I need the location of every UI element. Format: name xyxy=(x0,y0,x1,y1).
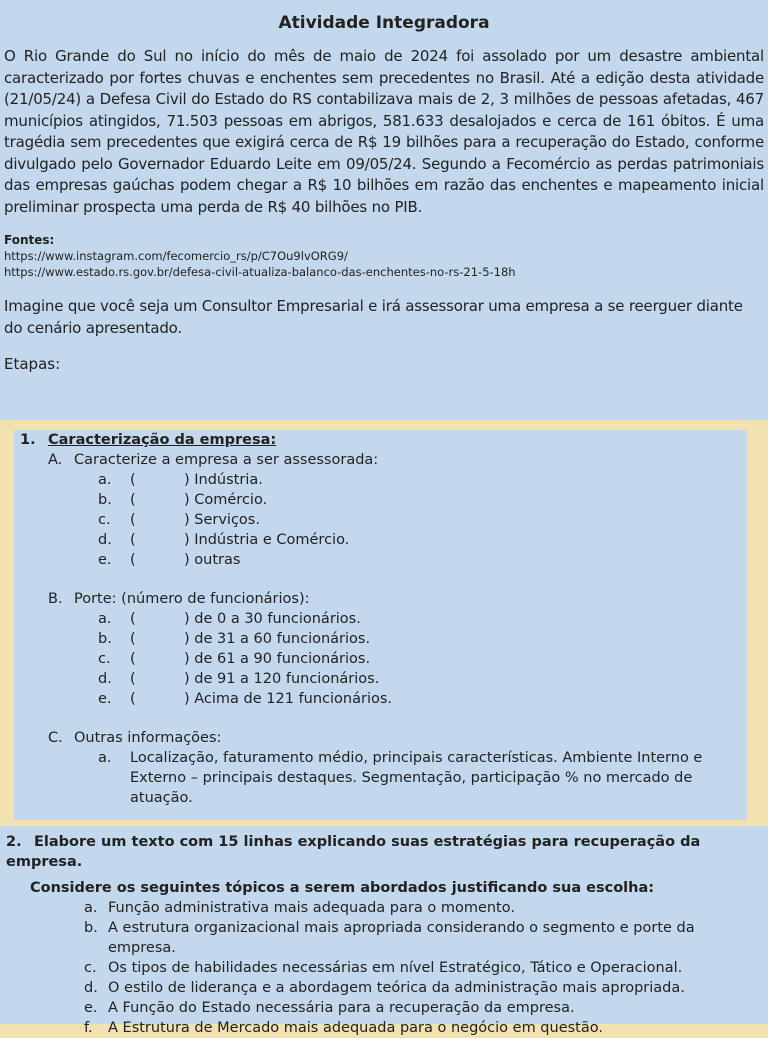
option-porte-61-90[interactable]: c. ( ) de 61 a 90 funcionários. xyxy=(98,651,371,667)
step2-subtitle: Considere os seguintes tópicos a serem abordados justificando sua escolha: xyxy=(30,880,655,896)
step2-panel xyxy=(0,826,768,1036)
option-porte-91-120[interactable]: d. ( ) de 91 a 120 funcionários. xyxy=(98,671,380,687)
sources-label: Fontes: xyxy=(4,233,55,247)
option-servicos[interactable]: c. ( ) Serviços. xyxy=(98,512,260,528)
section-c-label: Outras informações: xyxy=(74,730,222,746)
invitation-paragraph: Imagine que você seja um Consultor Empresarial e irá assessorar uma empresa a se reerguer diante do cenário apresentado. xyxy=(4,297,743,337)
option-industria-comercio[interactable]: d. ( ) Indústria e Comércio. xyxy=(98,532,350,548)
section-c-letter: C. xyxy=(48,730,63,746)
option-comercio[interactable]: b. ( ) Comércio. xyxy=(98,492,268,508)
topic-item-c: c. Os tipos de habilidades necessárias em nível Estratégico, Tático e Operacional. xyxy=(84,960,683,976)
option-porte-acima-121[interactable]: e. ( ) Acima de 121 funcionários. xyxy=(98,691,393,707)
step1-heading xyxy=(20,430,743,450)
section-b-label: Porte: (número de funcionários): xyxy=(74,591,310,607)
section-b-letter: B. xyxy=(48,591,63,607)
section-a-label: Caracterize a empresa a ser assessorada: xyxy=(74,452,379,468)
step2-number: 2. xyxy=(6,834,22,850)
step2-title: Elabore um texto com 15 linhas explicando suas estratégias para recuperação da empresa. xyxy=(6,834,701,870)
step2-heading xyxy=(6,826,764,872)
section-b-heading xyxy=(48,589,743,609)
topic-item-d: d. O estilo de liderança e a abordagem teórica da administração mais apropriada. xyxy=(84,980,685,996)
section-c-heading xyxy=(48,728,743,748)
section-a-letter: A. xyxy=(48,452,63,468)
step1-title: Caracterização da empresa: xyxy=(48,432,277,448)
step1-number: 1. xyxy=(20,432,36,448)
topic-item-b: b. A estrutura organizacional mais apropriada considerando o segmento e porte da empresa. xyxy=(84,920,695,956)
source-link-1[interactable]: https://www.instagram.com/fecomercio_rs/p/C7Ou9lvORG9/ xyxy=(4,249,348,263)
option-porte-0-30[interactable]: a. ( ) de 0 a 30 funcionários. xyxy=(98,611,361,627)
step1-panel xyxy=(14,430,747,820)
option-porte-31-60[interactable]: b. ( ) de 31 a 60 funcionários. xyxy=(98,631,371,647)
source-link-2[interactable]: https://www.estado.rs.gov.br/defesa-civil-atualiza-balanco-das-enchentes-no-rs-21-5-18h xyxy=(4,265,516,279)
section-c-item: a. Localização, faturamento médio, principais características. Ambiente Interno e Externo – principais destaques. Segmentação, participação % no mercado de atuação. xyxy=(98,750,703,806)
intro-paragraph: O Rio Grande do Sul no início do mês de maio de 2024 foi assolado por um desastre ambiental caracterizado por fortes chuvas e enchentes sem precedentes no Brasil. Até a edição desta atividade (21/05/24) a Defesa Civil do Estado do RS contabilizava mais de 2, 3 milhões de pessoas afetadas, 467 municípios atingidos, 71.503 pessoas em abrigos, 581.633 desalojados e cerca de 161 óbitos. É uma tragédia sem precedentes que exigirá cerca de R$ 19 bilhões para a recuperação do Estado, conforme divulgado pelo Governador Eduardo Leite em 09/05/24. Segundo a Fecomércio as perdas patrimoniais das empresas gaúchas podem chegar a R$ 10 bilhões em razão das enchentes e mapeamento inicial preliminar prospecta uma perda de R$ 40 bilhões no PIB. xyxy=(4,47,764,216)
topic-item-e: e. A Função do Estado necessária para a recuperação da empresa. xyxy=(84,1000,575,1016)
page-title: Atividade Integradora xyxy=(278,13,490,33)
intro-panel xyxy=(0,0,768,420)
option-outras[interactable]: e. ( ) outras xyxy=(98,552,241,568)
option-industria[interactable]: a. ( ) Indústria. xyxy=(98,472,263,488)
steps-label: Etapas: xyxy=(4,355,61,373)
topic-item-a: a. Função administrativa mais adequada para o momento. xyxy=(84,900,515,916)
topic-item-f: f. A Estrutura de Mercado mais adequada para o negócio em questão. xyxy=(84,1020,603,1036)
section-a-heading xyxy=(48,450,743,470)
